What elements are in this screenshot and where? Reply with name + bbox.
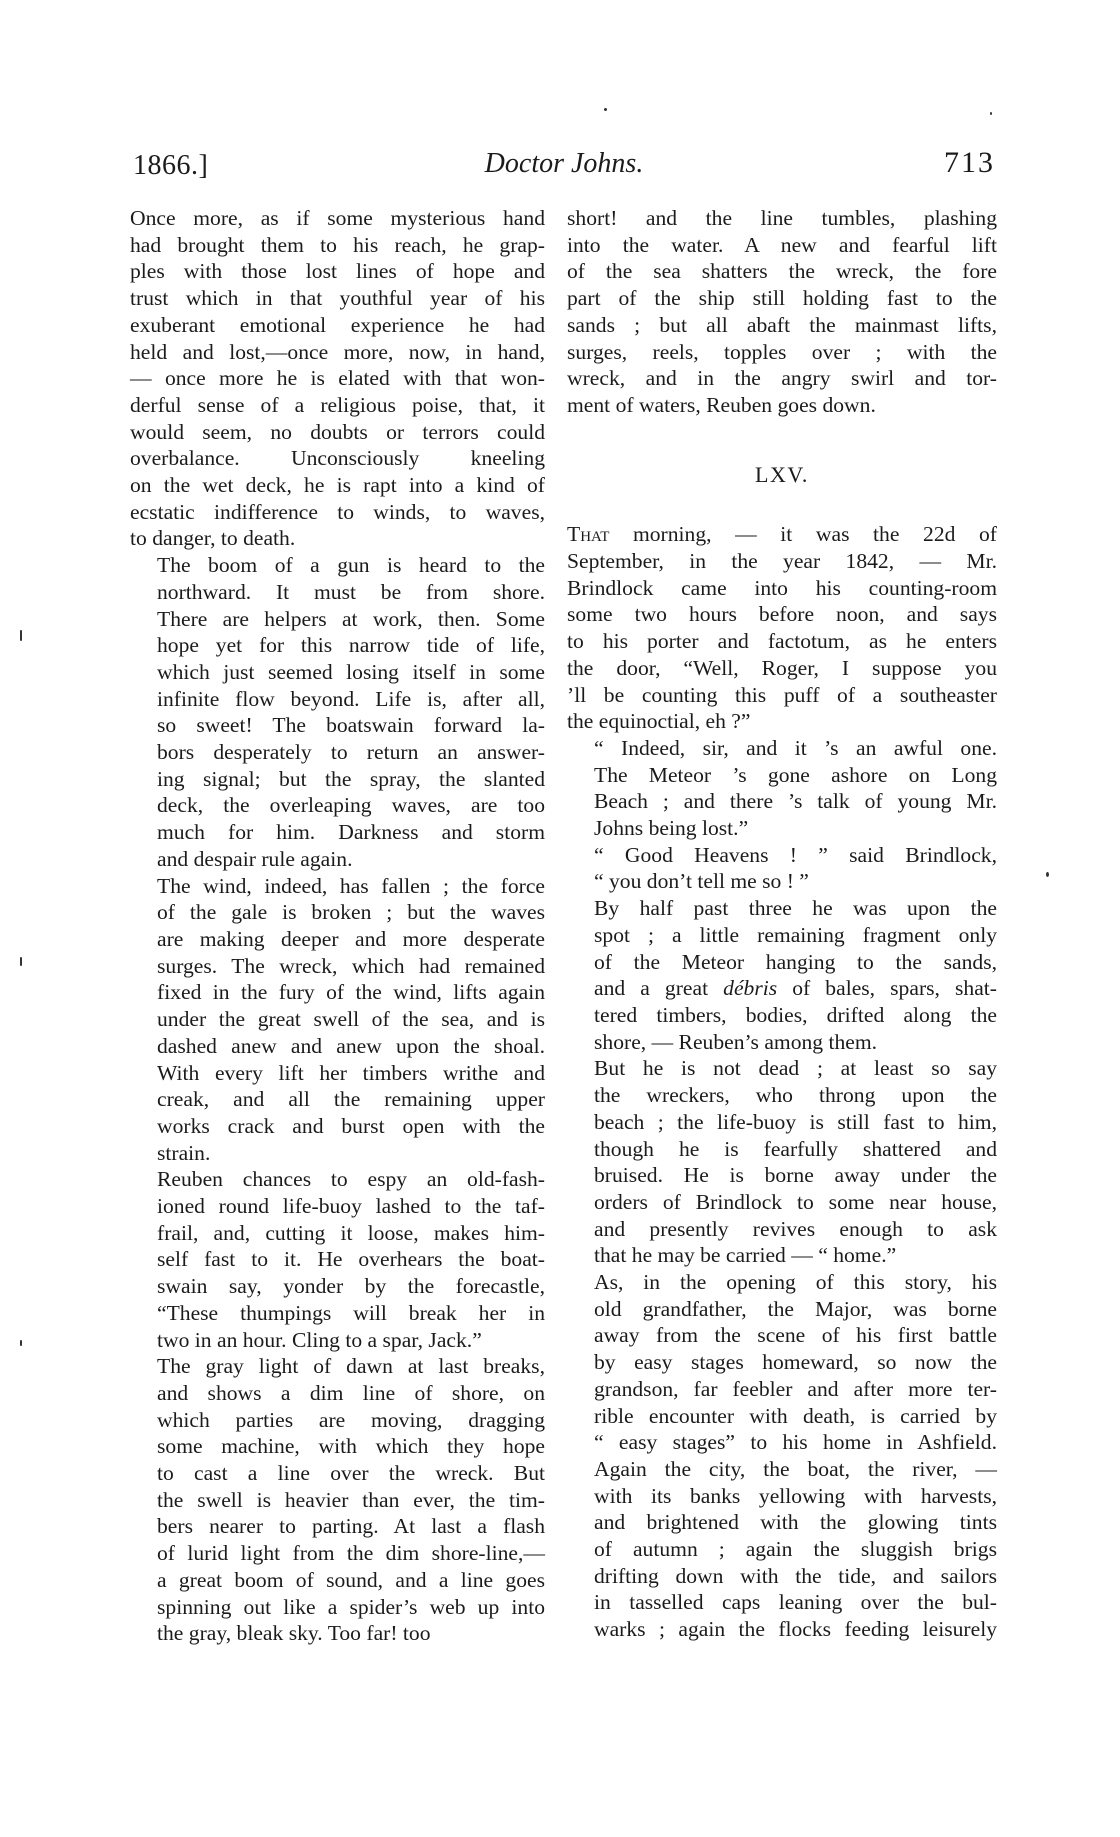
text-line: the door, “Well, Roger, I suppose you (567, 655, 997, 680)
text-fragment: morning, — it was the 22d of (609, 522, 997, 547)
text-line: works crack and burst open with the (157, 1113, 545, 1138)
text-line: ioned round life-buoy lashed to the taf- (157, 1194, 545, 1219)
text-line: are making deeper and more desperate (157, 926, 545, 951)
text-line: and brightened with the glowing tints (594, 1510, 997, 1535)
text-line: creak, and all the remaining upper (157, 1087, 545, 1112)
text-line: some two hours before noon, and says (567, 602, 997, 627)
continued-paragraph (567, 205, 997, 419)
text-line (567, 521, 997, 548)
text-line: surges, reels, topples over ; with the (567, 339, 997, 364)
text-line: short! and the line tumbles, plashing (567, 206, 997, 230)
text-line: that he may be carried — “ home.” (594, 1243, 897, 1268)
text-line: “ you don’t tell me so ! ” (594, 869, 809, 894)
paragraph (130, 873, 545, 1167)
page-number: 713 (944, 146, 995, 179)
text-line: The gray light of dawn at last breaks, (157, 1354, 545, 1379)
text-line: grandson, far feebler and after more ter- (594, 1376, 997, 1401)
paragraph (567, 842, 997, 895)
text-line: Once more, as if some mysterious hand (130, 206, 545, 230)
text-line: beach ; the life-buoy is still fast to him, (594, 1109, 997, 1134)
text-line: wreck, and in the angry swirl and tor- (567, 366, 997, 391)
paragraph (130, 1353, 545, 1647)
text-line: The wind, indeed, has fallen ; the force (157, 873, 545, 898)
text-line: exuberant emotional experience he had (130, 312, 545, 337)
text-line: the wreckers, who throng upon the (594, 1083, 997, 1108)
text-line: The boom of a gun is heard to the (157, 553, 545, 578)
text-line: to cast a line over the wreck. But (157, 1461, 545, 1486)
text-line (567, 975, 997, 1002)
text-line: which parties are moving, dragging (157, 1407, 545, 1432)
chapter-lead-word: That (567, 522, 610, 547)
text-line: spot ; a little remaining fragment only (594, 922, 997, 947)
text-line: self fast to it. He overhears the boat- (157, 1247, 545, 1272)
ink-speck (1046, 872, 1049, 877)
text-line: into the water. A new and fearful lift (567, 232, 997, 257)
text-line: old grandfather, the Major, was borne (594, 1296, 997, 1321)
text-fragment: of bales, spars, shat- (777, 976, 997, 1001)
text-line: strain. (157, 1140, 211, 1165)
text-line: “These thumpings will break her in (157, 1300, 545, 1325)
text-line: — once more he is elated with that won- (130, 366, 545, 391)
text-line: under the great swell of the sea, and is (157, 1007, 545, 1032)
text-line: Again the city, the boat, the river, — (594, 1456, 997, 1481)
text-line: Johns being lost.” (594, 816, 749, 841)
text-line: to his porter and factotum, as he enters (567, 629, 997, 654)
text-line: and presently revives enough to ask (594, 1216, 997, 1241)
text-line: With every lift her timbers writhe and (157, 1060, 545, 1085)
text-line: in tasselled caps leaning over the bul- (594, 1590, 997, 1615)
italic-word: débris (723, 976, 778, 1001)
right-column (567, 205, 997, 1643)
text-line: two in an hour. Cling to a spar, Jack.” (157, 1327, 482, 1352)
text-line: would seem, no doubts or terrors could (130, 419, 545, 444)
text-line: which just seemed losing itself in some (157, 659, 545, 684)
paragraph (567, 895, 997, 1055)
paragraph (567, 1055, 997, 1269)
text-line: much for him. Darkness and storm (157, 820, 545, 845)
running-header (133, 142, 995, 192)
text-line: to danger, to death. (130, 526, 296, 551)
text-line: tered timbers, bodies, drifted along the (594, 1002, 997, 1027)
text-line: ples with those lost lines of hope and (130, 259, 545, 284)
text-line: so sweet! The boatswain forward la- (157, 713, 545, 738)
text-line: Reuben chances to espy an old-fash- (157, 1167, 545, 1192)
paragraph (130, 1166, 545, 1353)
text-line: drifting down with the tide, and sailors (594, 1563, 997, 1588)
text-line: had brought them to his reach, he grap- (130, 232, 545, 257)
text-line: sands ; but all abaft the mainmast lifts, (567, 312, 997, 337)
text-line: northward. It must be from shore. (157, 579, 545, 604)
paragraph (567, 521, 997, 735)
text-line: infinite flow beyond. Life is, after all, (157, 686, 545, 711)
text-line: hope yet for this narrow tide of life, (157, 633, 545, 658)
text-line: orders of Brindlock to some near house, (594, 1189, 997, 1214)
text-line: bors desperately to return an answer- (157, 740, 545, 765)
text-line: ecstatic indifference to winds, to waves, (130, 499, 545, 524)
text-line: warks ; again the flocks feeding leisurely (594, 1617, 997, 1642)
text-line: and shows a dim line of shore, on (157, 1380, 545, 1405)
text-line: “ easy stages” to his home in Ashfield. (594, 1430, 997, 1455)
text-line: part of the ship still holding fast to the (567, 286, 997, 311)
paragraph (567, 205, 997, 419)
text-line: But he is not dead ; at least so say (594, 1056, 997, 1081)
text-line: ’ll be counting this puff of a southeaster (567, 682, 997, 707)
text-line: derful sense of a religious poise, that, it (130, 392, 545, 417)
text-line: trust which in that youthful year of his (130, 286, 545, 311)
text-line: As, in the opening of this story, his (594, 1270, 997, 1295)
text-line: though he is fearfully shattered and (594, 1136, 997, 1161)
paragraph (130, 552, 545, 872)
text-line: surges. The wreck, which had remained (157, 953, 545, 978)
paragraph (567, 735, 997, 842)
text-line: held and lost,—once more, now, in hand, (130, 339, 545, 364)
text-line: of the gale is broken ; but the waves (157, 900, 545, 925)
text-line: fixed in the fury of the wind, lifts again (157, 980, 545, 1005)
text-line: By half past three he was upon the (594, 896, 997, 921)
text-line: of autumn ; again the sluggish brigs (594, 1537, 997, 1562)
text-line: and despair rule again. (157, 846, 353, 871)
text-line: the gray, bleak sky. Too far! too (157, 1621, 431, 1646)
text-fragment: and a great (594, 976, 724, 1001)
text-line: frail, and, cutting it loose, makes him- (157, 1220, 545, 1245)
text-line: of the Meteor hanging to the sands, (594, 949, 997, 974)
ink-speck (990, 112, 992, 115)
text-line: deck, the overleaping waves, are too (157, 793, 545, 818)
text-line: Beach ; and there ’s talk of young Mr. (594, 789, 997, 814)
text-line: “ Good Heavens ! ” said Brindlock, (594, 842, 997, 867)
text-line: some machine, with which they hope (157, 1434, 545, 1459)
text-line: ing signal; but the spray, the slanted (157, 766, 545, 791)
text-line: swain say, yonder by the forecastle, (157, 1274, 545, 1299)
text-line: ment of waters, Reuben goes down. (567, 392, 876, 417)
header-title: Doctor Johns. (484, 148, 644, 179)
text-line: the equinoctial, eh ?” (567, 709, 751, 734)
text-line: overbalance. Unconsciously kneeling (130, 446, 545, 471)
text-line: of the sea shatters the wreck, the fore (567, 259, 997, 284)
text-line: dashed anew and anew upon the shoal. (157, 1033, 545, 1058)
chapter-body (567, 521, 997, 1643)
ink-mark (20, 1340, 22, 1346)
text-line: of lurid light from the dim shore-line,— (157, 1541, 545, 1566)
header-year: 1866.] (133, 150, 209, 181)
text-line: on the wet deck, he is rapt into a kind of (130, 473, 545, 498)
text-line: The Meteor ’s gone ashore on Long (594, 762, 997, 787)
text-line: There are helpers at work, then. Some (157, 606, 545, 631)
ink-mark (20, 630, 22, 641)
text-line: with its banks yellowing with harvests, (594, 1483, 997, 1508)
text-line: bruised. He is borne away under the (594, 1163, 997, 1188)
paragraph (130, 205, 545, 552)
ink-speck (604, 108, 607, 111)
text-line: spinning out like a spider’s web up into (157, 1594, 545, 1619)
text-line: shore, — Reuben’s among them. (594, 1029, 878, 1054)
paragraph (567, 1269, 997, 1643)
text-line: September, in the year 1842, — Mr. (567, 549, 997, 574)
text-line: Brindlock came into his counting-room (567, 575, 997, 600)
text-line: by easy stages homeward, so now the (594, 1350, 997, 1375)
ink-mark (20, 957, 22, 966)
text-line: bers nearer to parting. At last a flash (157, 1514, 545, 1539)
text-line: “ Indeed, sir, and it ’s an awful one. (594, 735, 997, 760)
text-line: rible encounter with death, is carried by (594, 1403, 997, 1428)
chapter-heading: LXV. (755, 461, 809, 487)
text-line: a great boom of sound, and a line goes (157, 1567, 545, 1592)
text-line: the swell is heavier than ever, the tim- (157, 1487, 545, 1512)
left-column (130, 205, 545, 1647)
text-line: away from the scene of his first battle (594, 1323, 997, 1348)
